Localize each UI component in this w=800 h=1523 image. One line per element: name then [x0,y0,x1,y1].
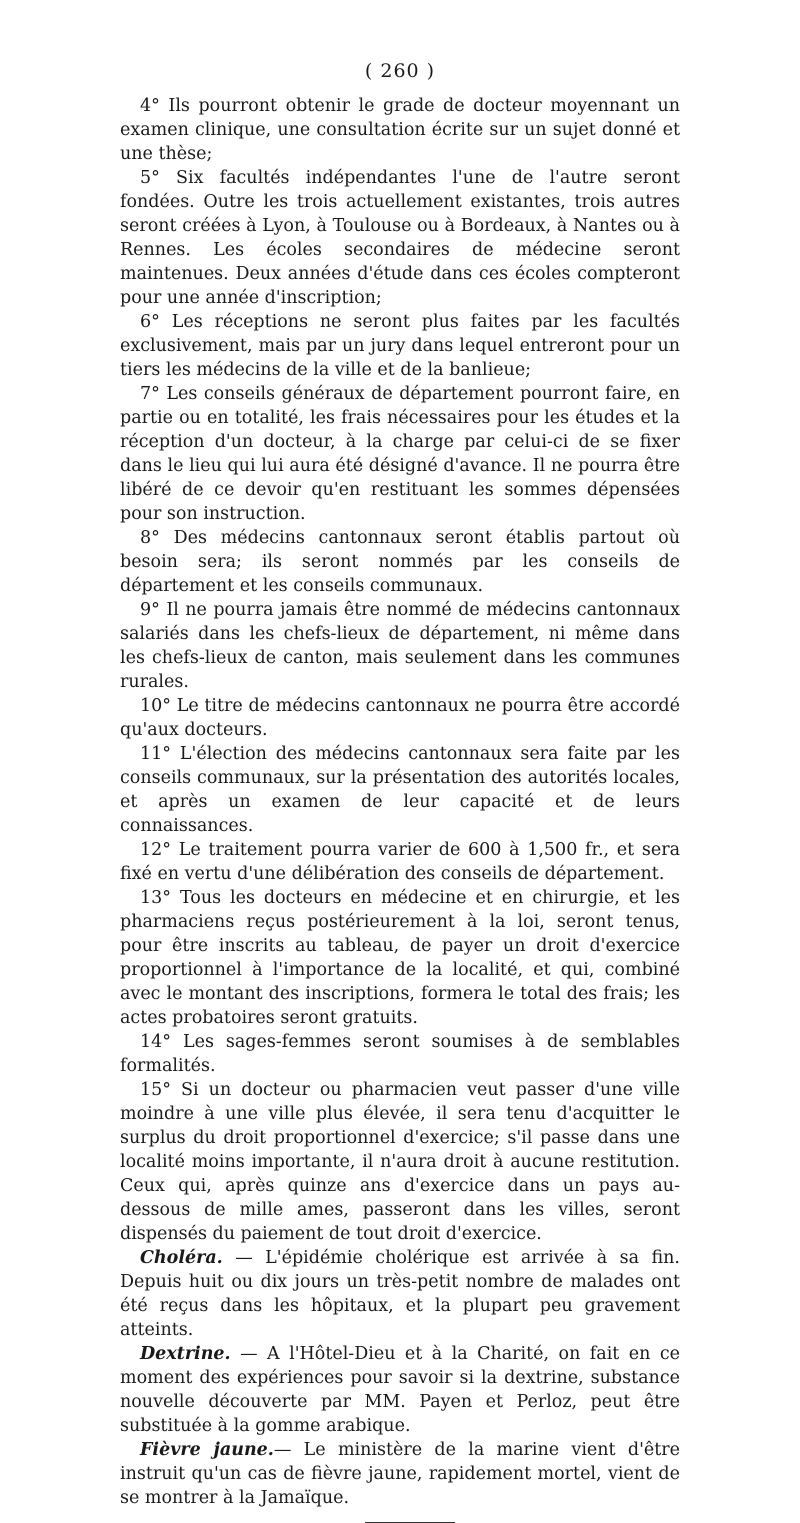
paragraph-text: — Le ministère de la marine vient d'être instruit qu'un cas de fièvre jaune, rapidement mortel, vient de se montrer à la Jamaïque. [120,1440,680,1508]
paragraph-text: 7° Les conseils généraux de département pourront faire, en partie ou en totalité, les frais nécessaires pour les études et la réception d'un docteur, à la charge par celui-ci de se fixer dans le lieu qui lui aura été désigné d'avance. Il ne pourra être libéré de ce devoir qu'en restituant les sommes dépensées pour son instruction. [120,384,680,524]
paragraph [120,1342,680,1438]
paragraph [120,1030,680,1078]
article-body [120,94,680,1510]
paragraph-text: 5° Six facultés indépendantes l'une de l'autre seront fondées. Outre les trois actuellement existantes, trois autres seront créées à Lyon, à Toulouse ou à Bordeaux, à Nantes ou à Rennes. Les écoles secondaires de médecine seront maintenues. Deux années d'étude dans ces écoles compteront pour une année d'inscription; [120,168,680,308]
paragraph [120,382,680,526]
paragraph-text: 15° Si un docteur ou pharmacien veut passer d'une ville moindre à une ville plus élevée, il sera tenu d'acquitter le surplus du droit proportionnel d'exercice; s'il passe dans une localité moins importante, il n'aura droit à aucune restitution. Ceux qui, après quinze ans d'exercice dans un pays au-dessous de mille ames, passeront dans les villes, seront dispensés du paiement de tout droit d'exercice. [120,1080,680,1244]
document-page [120,60,680,1523]
paragraph-text: 14° Les sages-femmes seront soumises à de semblables formalités. [120,1032,680,1076]
paragraph [120,838,680,886]
paragraph [120,526,680,598]
paragraph-text: 10° Le titre de médecins cantonnaux ne pourra être accordé qu'aux docteurs. [120,696,680,740]
paragraph [120,94,680,166]
paragraph [120,886,680,1030]
paragraph-text: 11° L'élection des médecins cantonnaux sera faite par les conseils communaux, sur la présentation des autorités locales, et après un examen de leur capacité et de leurs connaissances. [120,744,680,836]
paragraph [120,1438,680,1510]
paragraph-lead: Choléra. [140,1248,223,1268]
paragraph-text: 4° Ils pourront obtenir le grade de docteur moyennant un examen clinique, une consultation écrite sur un sujet donné et une thèse; [120,96,680,164]
paragraph [120,694,680,742]
paragraph-text: 6° Les réceptions ne seront plus faites par les facultés exclusivement, mais par un jury dans lequel entreront pour un tiers les médecins de la ville et de la banlieue; [120,312,680,380]
paragraph [120,742,680,838]
paragraph-text: 8° Des médecins cantonnaux seront établis partout où besoin sera; ils seront nommés par les conseils de département et les conseils communaux. [120,528,680,596]
paragraph-text: 9° Il ne pourra jamais être nommé de médecins cantonnaux salariés dans les chefs-lieux de département, ni même dans les chefs-lieux de canton, mais seulement dans les communes rurales. [120,600,680,692]
paragraph [120,598,680,694]
paragraph [120,310,680,382]
paragraph-text: 13° Tous les docteurs en médecine et en chirurgie, et les pharmaciens reçus postérieurement à la loi, seront tenus, pour être inscrits au tableau, de payer un droit d'exercice proportionnel à l'importance de la localité, et qui, combiné avec le montant des inscriptions, formera le total des frais; les actes probatoires seront gratuits. [120,888,680,1028]
paragraph [120,166,680,310]
paragraph-text: 12° Le traitement pourra varier de 600 à 1,500 fr., et sera fixé en vertu d'une délibération des conseils de département. [120,840,680,884]
paragraph-lead: Fièvre jaune. [140,1440,274,1460]
paragraph [120,1078,680,1246]
paragraph-text: — A l'Hôtel-Dieu et à la Charité, on fait en ce moment des expériences pour savoir si la dextrine, substance nouvelle découverte par MM. Payen et Perloz, peut être substituée à la gomme arabique. [120,1344,680,1436]
paragraph-lead: Dextrine. [140,1344,231,1364]
page-number: ( 260 ) [364,60,436,82]
paragraph [120,1246,680,1342]
paragraph-text: — L'épidémie cholérique est arrivée à sa fin. Depuis huit ou dix jours un très-petit nombre de malades ont été reçus dans les hôpitaux, et la plupart peu gravement atteints. [120,1248,680,1340]
